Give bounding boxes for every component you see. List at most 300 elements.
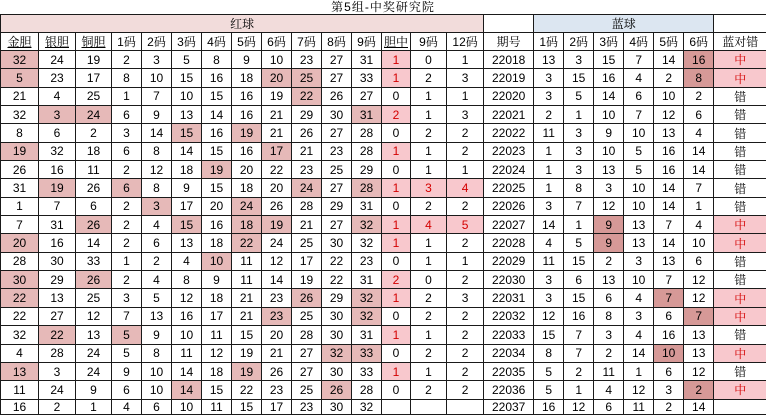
red-ball-cell: 9 [142, 106, 172, 124]
result-cell: 中 [714, 381, 766, 399]
table-row [1, 179, 766, 197]
period-cell: 22018 [484, 51, 534, 69]
blue-ball-cell: 4 [594, 381, 624, 399]
blue-ball-cell: 11 [534, 124, 564, 142]
band-blue-label: 蓝球 [534, 15, 714, 33]
red-ball-cell: 16 [232, 142, 262, 160]
red-ball-cell: 15 [172, 69, 202, 87]
red-ball-cell: 8 [142, 344, 172, 362]
red-ball-cell: 12 [202, 344, 232, 362]
period-cell: 22020 [484, 87, 534, 105]
table-row [1, 69, 766, 87]
red-ball-cell: 19 [76, 51, 112, 69]
table-row [1, 362, 766, 380]
red-ball-cell: 19 [232, 124, 262, 142]
red-ball-cell: 16 [1, 399, 39, 414]
blue-ball-cell: 3 [594, 179, 624, 197]
red-ball-cell: 6 [112, 179, 142, 197]
nine-code-count-cell [411, 399, 447, 414]
red-ball-cell: 33 [352, 69, 382, 87]
red-ball-cell: 2 [112, 51, 142, 69]
blue-ball-cell: 10 [684, 234, 714, 252]
twelve-code-count-cell: 3 [447, 69, 484, 87]
red-ball-cell: 19 [202, 161, 232, 179]
table-body [1, 51, 766, 415]
red-ball-cell: 27 [292, 362, 322, 380]
period-cell: 22031 [484, 289, 534, 307]
column-header: 银胆 [39, 33, 76, 51]
red-ball-cell: 21 [262, 344, 292, 362]
red-ball-cell: 6 [39, 124, 76, 142]
red-ball-cell: 25 [292, 307, 322, 325]
blue-ball-cell: 1 [534, 142, 564, 160]
red-ball-cell: 18 [232, 179, 262, 197]
red-ball-cell: 5 [1, 69, 39, 87]
red-ball-cell: 3 [142, 51, 172, 69]
red-ball-cell: 14 [172, 142, 202, 160]
red-ball-cell: 15 [202, 142, 232, 160]
red-ball-cell: 1 [112, 252, 142, 270]
blue-ball-cell: 10 [624, 197, 654, 215]
red-ball-cell: 17 [262, 142, 292, 160]
blue-ball-cell: 5 [534, 362, 564, 380]
band-red-label: 红球 [1, 15, 484, 33]
column-header: 期号 [484, 33, 534, 51]
nine-code-count-cell: 0 [411, 51, 447, 69]
result-cell: 中 [714, 69, 766, 87]
red-ball-cell: 23 [262, 307, 292, 325]
blue-ball-cell: 10 [654, 344, 684, 362]
red-ball-cell: 9 [172, 179, 202, 197]
red-ball-cell: 11 [76, 161, 112, 179]
red-ball-cell: 31 [352, 326, 382, 344]
twelve-code-count-cell: 2 [447, 197, 484, 215]
red-ball-cell: 23 [262, 289, 292, 307]
twelve-code-count-cell: 2 [447, 142, 484, 160]
period-cell: 22021 [484, 106, 534, 124]
blue-ball-cell: 6 [654, 307, 684, 325]
table-row [1, 289, 766, 307]
red-ball-cell: 15 [172, 124, 202, 142]
blue-ball-cell: 12 [684, 289, 714, 307]
blue-ball-cell: 10 [624, 124, 654, 142]
red-ball-cell: 30 [322, 326, 352, 344]
red-ball-cell: 24 [76, 362, 112, 380]
column-header: 蓝对错 [714, 33, 766, 51]
red-ball-cell: 12 [172, 289, 202, 307]
twelve-code-count-cell: 1 [447, 252, 484, 270]
red-ball-cell: 16 [202, 69, 232, 87]
period-cell: 22028 [484, 234, 534, 252]
blue-ball-cell: 7 [624, 106, 654, 124]
blue-ball-cell: 6 [564, 271, 594, 289]
result-cell: 错 [714, 271, 766, 289]
period-cell: 22035 [484, 362, 534, 380]
nine-code-count-cell: 1 [411, 87, 447, 105]
table-row [1, 252, 766, 270]
red-ball-cell: 2 [112, 271, 142, 289]
period-cell: 22022 [484, 124, 534, 142]
red-ball-cell: 8 [112, 69, 142, 87]
red-ball-cell: 3 [39, 362, 76, 380]
blue-ball-cell: 1 [684, 197, 714, 215]
blue-ball-cell: 9 [594, 234, 624, 252]
red-ball-cell: 14 [76, 234, 112, 252]
period-cell: 22029 [484, 252, 534, 270]
blue-ball-cell: 7 [684, 307, 714, 325]
blue-ball-cell: 7 [564, 326, 594, 344]
red-ball-cell: 13 [1, 362, 39, 380]
red-ball-cell: 2 [112, 234, 142, 252]
red-ball-cell: 2 [112, 216, 142, 234]
red-ball-cell: 4 [142, 271, 172, 289]
twelve-code-count-cell: 2 [447, 344, 484, 362]
result-cell: 中 [714, 344, 766, 362]
blue-ball-cell: 2 [564, 362, 594, 380]
table-row [1, 216, 766, 234]
red-ball-cell: 20 [262, 69, 292, 87]
red-ball-cell: 7 [39, 197, 76, 215]
red-ball-cell: 19 [232, 362, 262, 380]
red-ball-cell: 30 [39, 252, 76, 270]
red-ball-cell: 27 [322, 51, 352, 69]
blue-ball-cell: 6 [594, 289, 624, 307]
red-ball-cell: 26 [76, 271, 112, 289]
red-ball-cell: 25 [76, 87, 112, 105]
red-ball-cell: 26 [76, 216, 112, 234]
period-cell: 22033 [484, 326, 534, 344]
blue-ball-cell: 14 [534, 216, 564, 234]
red-ball-cell: 32 [1, 106, 39, 124]
red-ball-cell: 9 [142, 326, 172, 344]
blue-ball-cell: 13 [624, 234, 654, 252]
blue-ball-cell: 12 [684, 362, 714, 380]
blue-ball-cell: 2 [654, 399, 684, 414]
result-cell: 错 [714, 362, 766, 380]
red-ball-cell: 2 [112, 197, 142, 215]
red-ball-cell: 22 [262, 161, 292, 179]
red-ball-cell: 31 [352, 197, 382, 215]
blue-ball-cell: 13 [594, 271, 624, 289]
red-ball-cell: 19 [1, 142, 39, 160]
red-ball-cell: 19 [232, 344, 262, 362]
blue-ball-cell: 16 [684, 51, 714, 69]
red-ball-cell: 8 [142, 179, 172, 197]
column-header: 1码 [112, 33, 142, 51]
dan-hit-cell: 0 [382, 197, 411, 215]
blue-ball-cell: 8 [534, 344, 564, 362]
red-ball-cell: 23 [292, 399, 322, 414]
twelve-code-count-cell: 5 [447, 216, 484, 234]
result-cell [714, 399, 766, 414]
blue-ball-cell: 7 [564, 197, 594, 215]
blue-ball-cell: 14 [654, 197, 684, 215]
blue-ball-cell: 14 [624, 344, 654, 362]
red-ball-cell: 7 [1, 216, 39, 234]
red-ball-cell: 28 [39, 344, 76, 362]
result-cell: 错 [714, 179, 766, 197]
column-header: 6码 [262, 33, 292, 51]
red-ball-cell: 17 [202, 307, 232, 325]
red-ball-cell: 33 [76, 252, 112, 270]
red-ball-cell: 26 [292, 289, 322, 307]
blue-ball-cell: 6 [684, 252, 714, 270]
blue-ball-cell: 5 [624, 161, 654, 179]
dan-hit-cell: 1 [382, 234, 411, 252]
blue-ball-cell: 3 [534, 289, 564, 307]
column-header: 1码 [534, 33, 564, 51]
blue-ball-cell: 5 [564, 87, 594, 105]
red-ball-cell: 23 [322, 142, 352, 160]
red-ball-cell: 19 [262, 87, 292, 105]
red-ball-cell: 25 [322, 161, 352, 179]
red-ball-cell: 4 [39, 87, 76, 105]
blue-ball-cell: 6 [684, 106, 714, 124]
blue-ball-cell: 1 [564, 381, 594, 399]
column-header: 4码 [202, 33, 232, 51]
nine-code-count-cell: 2 [411, 381, 447, 399]
blue-ball-cell: 12 [654, 106, 684, 124]
result-cell: 中 [714, 289, 766, 307]
blue-ball-cell: 3 [654, 381, 684, 399]
blue-ball-cell: 3 [534, 69, 564, 87]
red-ball-cell: 28 [352, 124, 382, 142]
nine-code-count-cell: 1 [411, 161, 447, 179]
dan-hit-cell: 1 [382, 362, 411, 380]
twelve-code-count-cell: 1 [447, 161, 484, 179]
column-header: 金胆 [1, 33, 39, 51]
blue-ball-cell: 5 [534, 381, 564, 399]
red-ball-cell: 4 [112, 399, 142, 414]
red-ball-cell: 3 [112, 289, 142, 307]
red-ball-cell: 24 [39, 51, 76, 69]
period-cell: 22034 [484, 344, 534, 362]
red-ball-cell: 26 [292, 124, 322, 142]
red-ball-cell: 15 [202, 381, 232, 399]
table-row [1, 271, 766, 289]
nine-code-count-cell: 1 [411, 234, 447, 252]
red-ball-cell: 20 [232, 161, 262, 179]
result-cell: 错 [714, 326, 766, 344]
red-ball-cell: 24 [232, 197, 262, 215]
column-header: 3码 [172, 33, 202, 51]
blue-ball-cell: 14 [654, 51, 684, 69]
red-ball-cell: 24 [39, 381, 76, 399]
column-header: 3码 [594, 33, 624, 51]
red-ball-cell: 14 [262, 271, 292, 289]
red-ball-cell: 16 [172, 307, 202, 325]
table-row [1, 87, 766, 105]
red-ball-cell: 32 [352, 399, 382, 414]
red-ball-cell: 32 [352, 307, 382, 325]
red-ball-cell: 15 [202, 87, 232, 105]
red-ball-cell: 19 [39, 179, 76, 197]
blue-ball-cell: 4 [534, 234, 564, 252]
column-header: 6码 [684, 33, 714, 51]
period-cell: 22025 [484, 179, 534, 197]
table-row [1, 307, 766, 325]
blue-ball-cell: 15 [594, 51, 624, 69]
twelve-code-count-cell: 2 [447, 326, 484, 344]
red-ball-cell: 25 [292, 234, 322, 252]
blue-ball-cell: 3 [564, 161, 594, 179]
red-ball-cell: 3 [112, 124, 142, 142]
red-ball-cell: 12 [262, 252, 292, 270]
column-header: 9码 [352, 33, 382, 51]
blue-ball-cell: 15 [564, 289, 594, 307]
blue-ball-cell: 10 [594, 142, 624, 160]
red-ball-cell: 14 [142, 124, 172, 142]
red-ball-cell: 18 [232, 216, 262, 234]
red-ball-cell: 27 [39, 307, 76, 325]
red-ball-cell: 9 [112, 362, 142, 380]
red-ball-cell: 32 [352, 234, 382, 252]
red-ball-cell: 29 [322, 197, 352, 215]
table-row [1, 142, 766, 160]
red-ball-cell: 25 [292, 381, 322, 399]
red-ball-cell: 25 [292, 69, 322, 87]
red-ball-cell: 5 [172, 51, 202, 69]
nine-code-count-cell: 1 [411, 326, 447, 344]
blue-ball-cell: 14 [654, 179, 684, 197]
red-ball-cell: 4 [142, 216, 172, 234]
lottery-table [0, 14, 766, 415]
column-header: 铜胆 [76, 33, 112, 51]
red-ball-cell: 26 [322, 87, 352, 105]
column-header: 5码 [232, 33, 262, 51]
red-ball-cell: 30 [322, 362, 352, 380]
red-ball-cell: 16 [232, 87, 262, 105]
red-ball-cell: 21 [292, 216, 322, 234]
dan-hit-cell: 0 [382, 344, 411, 362]
red-ball-cell: 18 [202, 289, 232, 307]
red-ball-cell: 13 [142, 307, 172, 325]
result-cell: 错 [714, 106, 766, 124]
red-ball-cell: 11 [202, 399, 232, 414]
column-header-row [1, 33, 766, 51]
blue-ball-cell: 6 [654, 362, 684, 380]
red-ball-cell: 15 [202, 179, 232, 197]
red-ball-cell: 15 [172, 216, 202, 234]
red-ball-cell: 28 [352, 142, 382, 160]
red-ball-cell: 18 [76, 142, 112, 160]
red-ball-cell: 9 [202, 271, 232, 289]
result-cell: 错 [714, 142, 766, 160]
red-ball-cell: 11 [232, 252, 262, 270]
red-ball-cell: 6 [142, 399, 172, 414]
red-ball-cell: 10 [172, 87, 202, 105]
red-ball-cell: 31 [1, 179, 39, 197]
red-ball-cell: 20 [1, 234, 39, 252]
period-cell: 22019 [484, 69, 534, 87]
red-ball-cell: 26 [322, 381, 352, 399]
blue-ball-cell: 4 [624, 69, 654, 87]
red-ball-cell: 23 [262, 381, 292, 399]
nine-code-count-cell: 2 [411, 307, 447, 325]
blue-ball-cell: 3 [624, 252, 654, 270]
red-ball-cell: 30 [322, 234, 352, 252]
period-cell: 22027 [484, 216, 534, 234]
blue-ball-cell: 13 [654, 252, 684, 270]
red-ball-cell: 10 [172, 326, 202, 344]
blue-ball-cell: 16 [654, 142, 684, 160]
blue-ball-cell: 3 [534, 87, 564, 105]
nine-code-count-cell: 2 [411, 124, 447, 142]
dan-hit-cell: 1 [382, 51, 411, 69]
nine-code-count-cell: 1 [411, 252, 447, 270]
column-header: 7码 [292, 33, 322, 51]
table-row [1, 344, 766, 362]
dan-hit-cell: 1 [382, 179, 411, 197]
blue-ball-cell: 9 [594, 216, 624, 234]
red-ball-cell: 32 [1, 326, 39, 344]
red-ball-cell: 13 [76, 326, 112, 344]
blue-ball-cell: 14 [654, 234, 684, 252]
blue-ball-cell: 3 [534, 197, 564, 215]
blue-ball-cell: 7 [684, 179, 714, 197]
red-ball-cell: 19 [292, 271, 322, 289]
red-ball-cell: 14 [172, 381, 202, 399]
red-ball-cell: 29 [39, 271, 76, 289]
red-ball-cell: 2 [76, 124, 112, 142]
red-ball-cell: 22 [1, 307, 39, 325]
red-ball-cell: 31 [352, 106, 382, 124]
red-ball-cell: 23 [292, 161, 322, 179]
blue-ball-cell: 2 [594, 344, 624, 362]
blue-ball-cell: 13 [594, 161, 624, 179]
red-ball-cell: 18 [172, 161, 202, 179]
blue-ball-cell: 7 [624, 51, 654, 69]
table-row [1, 106, 766, 124]
red-ball-cell: 4 [1, 344, 39, 362]
blue-ball-cell: 11 [534, 252, 564, 270]
table-row [1, 234, 766, 252]
dan-hit-cell: 1 [382, 326, 411, 344]
red-ball-cell: 6 [112, 381, 142, 399]
red-ball-cell: 5 [142, 289, 172, 307]
red-ball-cell: 18 [232, 69, 262, 87]
red-ball-cell: 28 [352, 179, 382, 197]
blue-ball-cell: 14 [684, 399, 714, 414]
blue-ball-cell: 8 [684, 69, 714, 87]
red-ball-cell: 3 [142, 197, 172, 215]
table-row [1, 161, 766, 179]
red-ball-cell: 6 [112, 106, 142, 124]
red-ball-cell: 21 [1, 87, 39, 105]
red-ball-cell: 30 [322, 106, 352, 124]
blue-ball-cell: 1 [564, 216, 594, 234]
blue-ball-cell: 13 [654, 124, 684, 142]
red-ball-cell: 1 [1, 197, 39, 215]
column-header: 5码 [654, 33, 684, 51]
blue-ball-cell: 7 [654, 216, 684, 234]
column-header: 12码 [447, 33, 484, 51]
dan-hit-cell: 0 [382, 381, 411, 399]
red-ball-cell: 9 [232, 51, 262, 69]
red-ball-cell: 15 [232, 399, 262, 414]
red-ball-cell: 7 [112, 307, 142, 325]
red-ball-cell: 8 [172, 271, 202, 289]
result-cell: 错 [714, 252, 766, 270]
twelve-code-count-cell: 3 [447, 106, 484, 124]
nine-code-count-cell: 2 [411, 344, 447, 362]
column-header: 8码 [322, 33, 352, 51]
period-cell: 22024 [484, 161, 534, 179]
page-title: 第5组-中奖研究院 [331, 0, 435, 14]
red-ball-cell: 20 [262, 179, 292, 197]
red-ball-cell: 8 [1, 124, 39, 142]
red-ball-cell: 20 [262, 326, 292, 344]
